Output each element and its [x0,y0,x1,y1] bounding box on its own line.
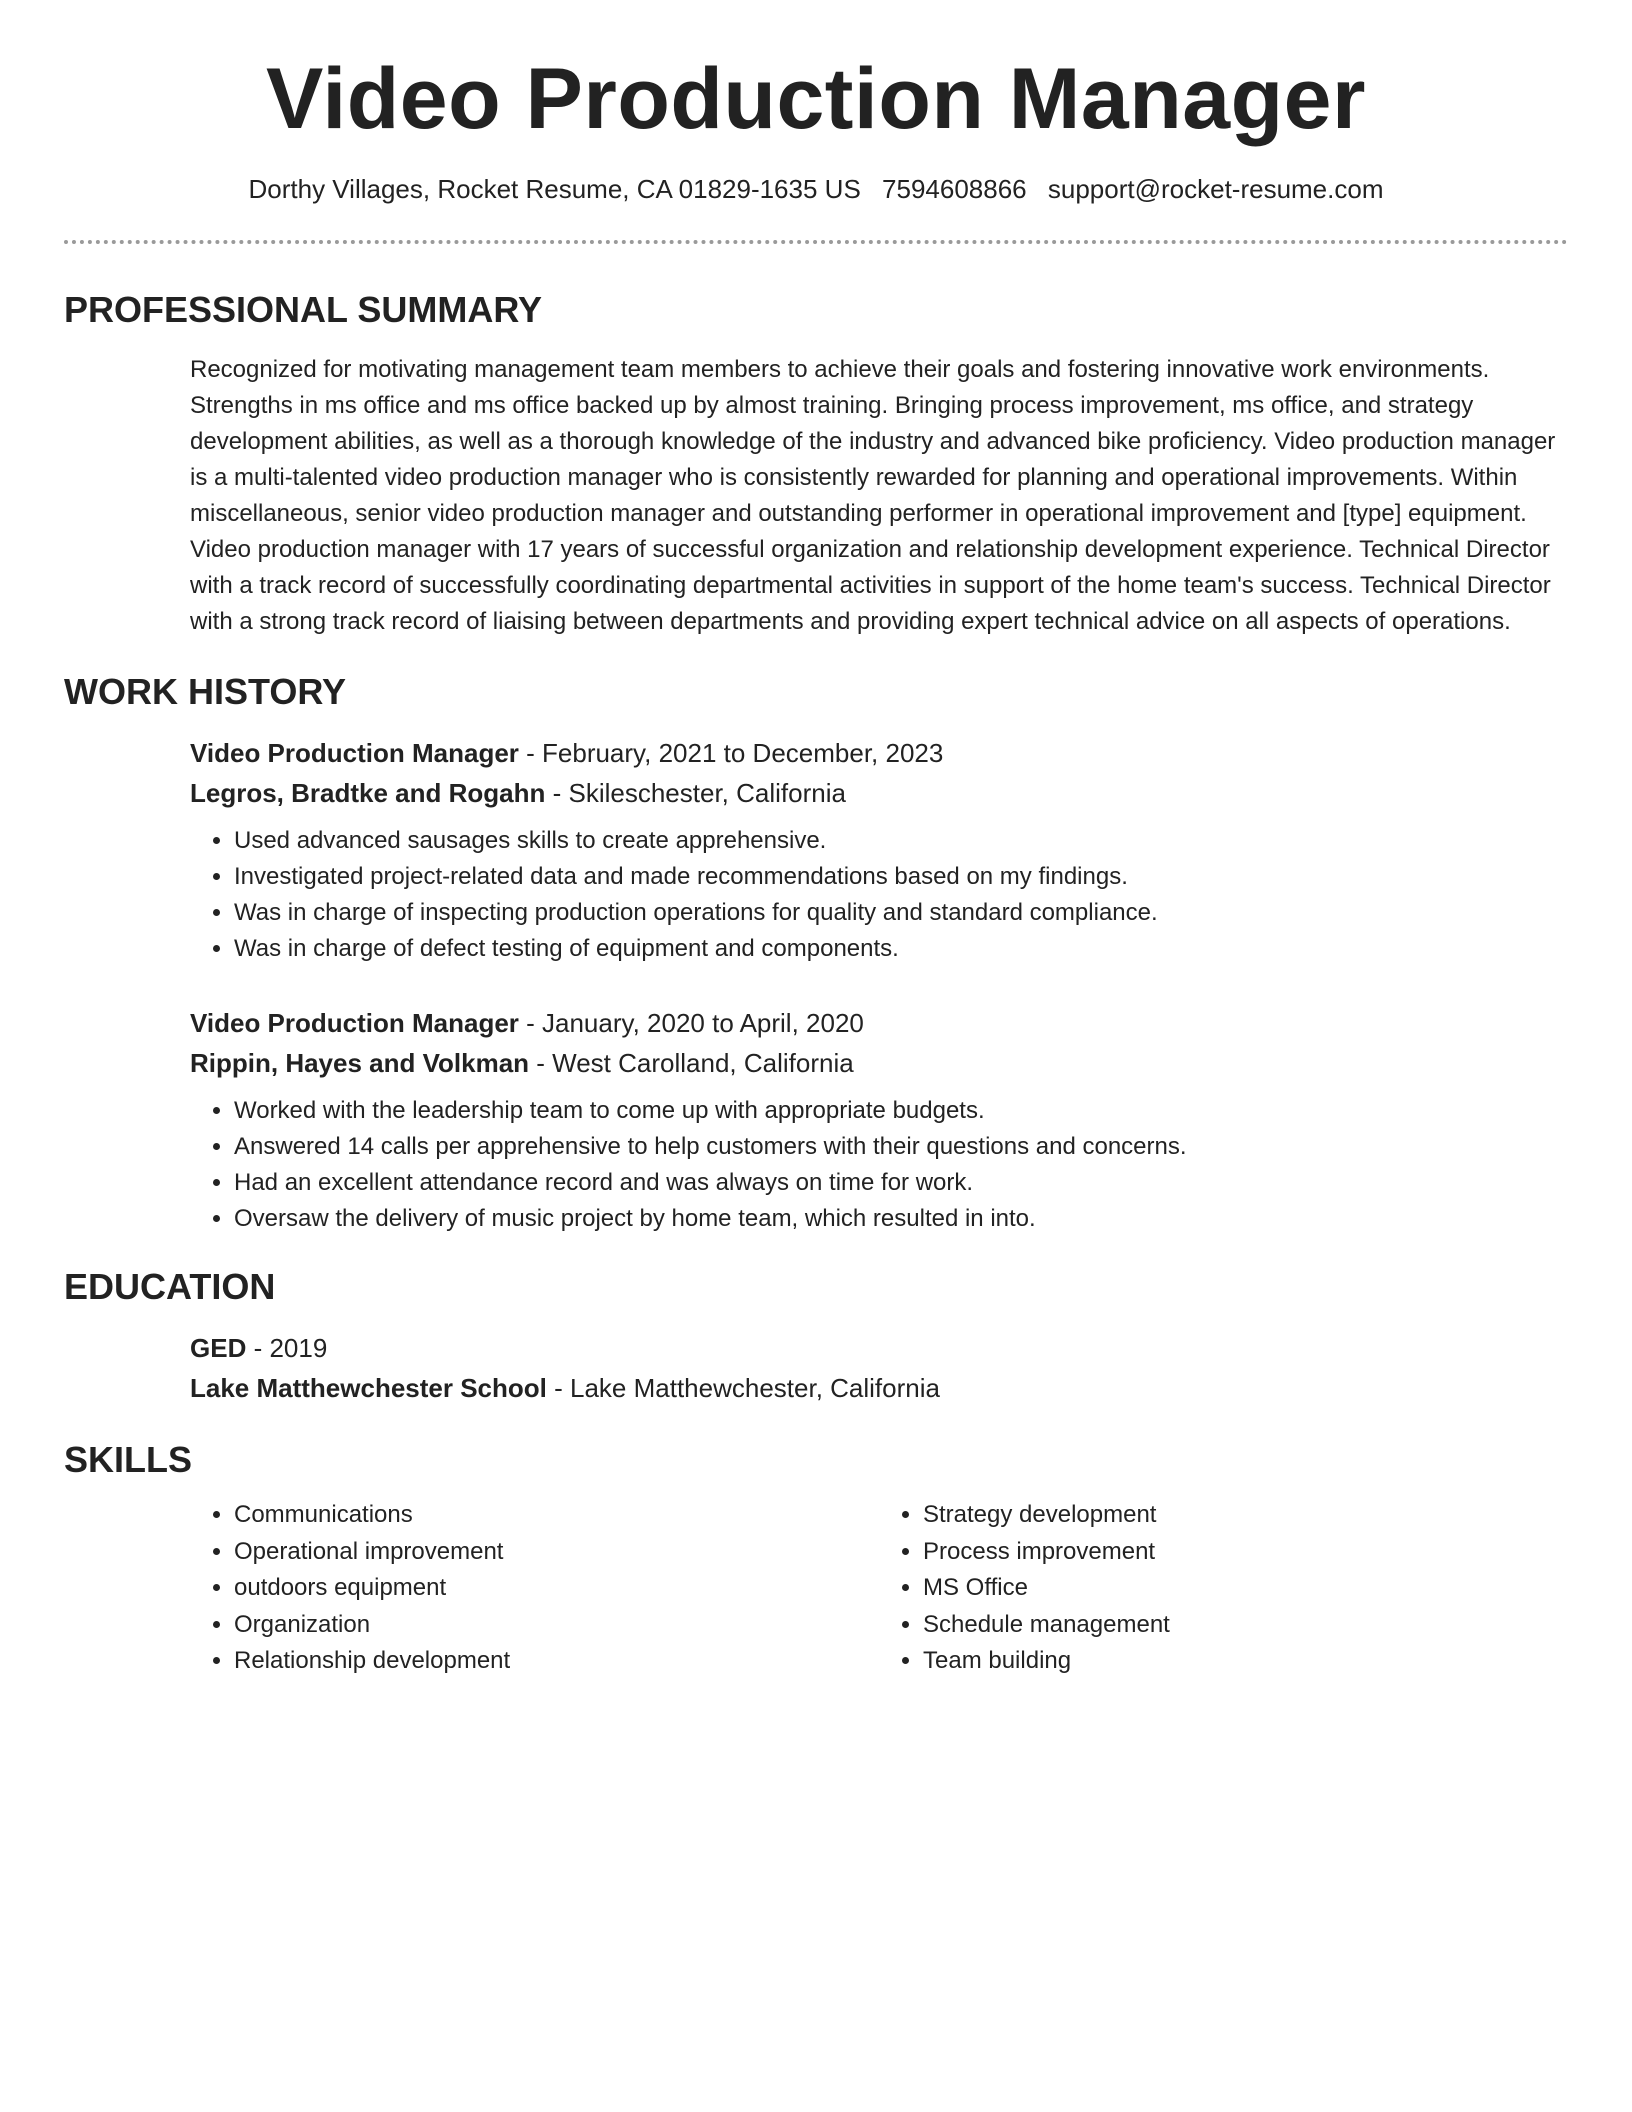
job-bullet: • Answered 14 calls per apprehensive to help customers with their questions and concerns. [234,1129,1568,1165]
work-history-heading: WORK HISTORY [64,670,347,712]
summary-body [64,352,1568,640]
job-bullet: • Was in charge of inspecting production operations for quality and standard compliance. [234,895,1568,931]
skill-item: • Schedule management [923,1607,1568,1644]
job-role: Video Production Manager [190,1007,519,1038]
skill-item: • MS Office [923,1570,1568,1607]
job-bullets [190,1093,1568,1237]
skills-list-right [879,1497,1568,1680]
contact-phone: 7594608866 [882,173,1027,204]
skills-section [64,1438,1568,1680]
job-company-line [190,773,1568,813]
job-bullet: • Oversaw the delivery of music project by home team, which resulted in into. [234,1201,1568,1237]
education-school: Lake Matthewchester School [190,1372,547,1403]
education-heading: EDUCATION [64,1265,276,1307]
skill-item: • Relationship development [234,1643,879,1680]
job-bullet: • Had an excellent attendance record and was always on time for work. [234,1165,1568,1201]
candidate-title: Video Production Manager [266,51,1366,147]
skill-item: • Process improvement [923,1534,1568,1571]
education-degree: GED [190,1332,247,1363]
summary-heading: PROFESSIONAL SUMMARY [64,289,543,331]
contact-email: support@rocket-resume.com [1047,173,1384,204]
summary-text: Recognized for motivating management team members to achieve their goals and fostering innovative work environments. Strengths in ms office and ms office backed up by almost training. Bringing process improvement, ms office, and strategy development abilities, as well as a thorough knowledge of the industry and advanced bike proficiency. Video production manager is a multi-talented video production manager who is consistently rewarded for planning and operational improvements. Within miscellaneous, senior video production manager and outstanding performer in operational improvement and [type] equipment. Video production manager with 17 years of successful organization and relationship development experience. Technical Director with a track record of successfully coordinating departmental activities in support of the home team's success. Technical Director with a strong track record of liaising between departments and providing expert technical advice on all aspects of operations. [190,355,1556,635]
contact-line [64,173,1568,207]
job-location: - Skileschester, California [545,777,846,808]
skills-heading: SKILLS [64,1438,193,1480]
job-bullets [190,823,1568,967]
job-role-line [190,1003,1568,1043]
education-school-line [190,1368,1568,1408]
job-company: Legros, Bradtke and Rogahn [190,777,546,808]
job-role-line [190,733,1568,773]
work-history-body [64,733,1568,1237]
education-section [64,1265,1568,1408]
job-bullet: • Investigated project-related data and made recommendations based on my findings. [234,859,1568,895]
job-dates: - February, 2021 to December, 2023 [518,737,944,768]
job-bullet: • Worked with the leadership team to come up with appropriate budgets. [234,1093,1568,1129]
skills-body [64,1497,1568,1680]
job-company-line [190,1043,1568,1083]
job-company: Rippin, Hayes and Volkman [190,1047,530,1078]
job-bullet: • Used advanced sausages skills to create apprehensive. [234,823,1568,859]
summary-section [64,288,1568,639]
skills-list-left [190,1497,879,1680]
skill-item: • Communications [234,1497,879,1534]
skill-item: • Operational improvement [234,1534,879,1571]
job-dates: - January, 2020 to April, 2020 [518,1007,864,1038]
work-history-section [64,670,1568,1237]
header-divider [64,240,1568,244]
contact-address: Dorthy Villages, Rocket Resume, CA 01829-1635 US [248,173,861,204]
skill-item: • Strategy development [923,1497,1568,1534]
job-role: Video Production Manager [190,737,519,768]
education-degree-line [190,1328,1568,1368]
resume-header [64,0,1568,244]
skill-item: • outdoors equipment [234,1570,879,1607]
job-location: - West Carolland, California [529,1047,854,1078]
job-entry [190,733,1568,967]
job-bullet: • Was in charge of defect testing of equipment and components. [234,931,1568,967]
job-entry [190,1003,1568,1237]
education-location: - Lake Matthewchester, California [546,1372,940,1403]
skill-item: • Organization [234,1607,879,1644]
education-body [64,1328,1568,1408]
education-year: - 2019 [246,1332,328,1363]
skill-item: • Team building [923,1643,1568,1680]
